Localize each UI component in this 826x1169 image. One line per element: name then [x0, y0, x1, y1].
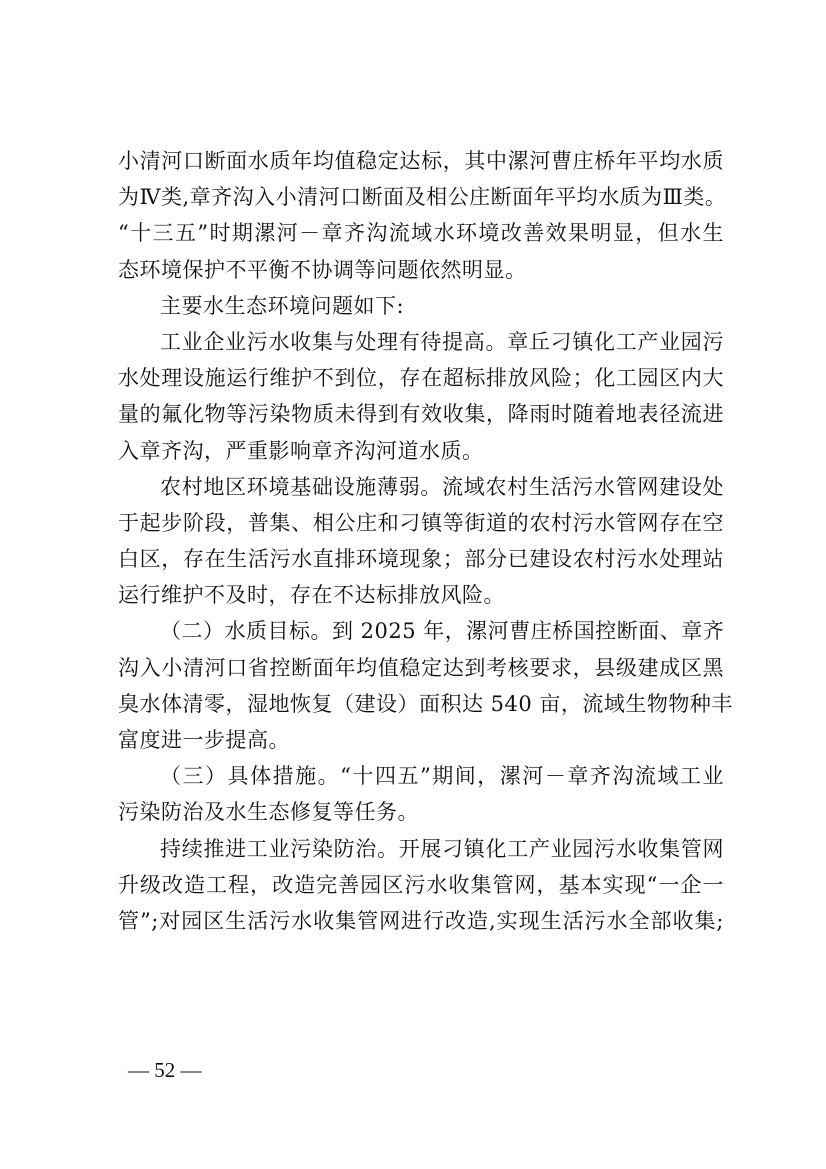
text-line: 为Ⅳ类,章齐沟入小清河口断面及相公庄断面年平均水质为Ⅲ类。 [118, 185, 727, 210]
text-line: 入章齐沟，严重影响章齐沟河道水质。 [118, 438, 484, 463]
paragraph-first-line: 持续推进工业污染防治。开展刁镇化工产业园污水收集管网 [160, 836, 724, 861]
text-line: 管”;对园区生活污水收集管网进行改造,实现生活污水全部收集; [118, 908, 724, 933]
text-line: 运行维护不及时，存在不达标排放风险。 [118, 583, 505, 608]
text-line: 升级改造工程，改造完善园区污水收集管网，基本实现“一企一 [118, 872, 724, 897]
paragraph-first-line: 工业企业污水收集与处理有待提高。章丘刁镇化工产业园污 [160, 329, 724, 354]
text-line: 富度进一步提高。 [118, 728, 290, 752]
text-line: 污染防治及水生态修复等任务。 [118, 800, 419, 825]
document-body [118, 143, 733, 939]
section-heading-line: （三）具体措施。“十四五”期间，漯河－章齐沟流域工业 [160, 764, 724, 789]
text-line: 水处理设施运行维护不到位，存在超标排放风险；化工园区内大 [118, 366, 724, 391]
section-heading-line: （二）水质目标。到 2025 年，漯河曹庄桥国控断面、章齐 [160, 619, 725, 644]
text-line: 量的氟化物等污染物质未得到有效收集，降雨时随着地表径流进 [118, 402, 724, 427]
text-line: 臭水体清零，湿地恢复（建设）面积达 540 亩，流域生物物种丰 [118, 691, 733, 716]
text-line: 于起步阶段，普集、相公庄和刁镇等街道的农村污水管网存在空 [118, 510, 724, 535]
section-intro-line: 主要水生态环境问题如下: [160, 293, 405, 318]
text-line: 小清河口断面水质年均值稳定达标，其中漯河曹庄桥年平均水质 [118, 149, 724, 173]
paragraph-first-line: 农村地区环境基础设施薄弱。流域农村生活污水管网建设处 [160, 474, 724, 499]
text-line: “十三五”时期漯河－章齐沟流域水环境改善效果明显，但水生 [118, 221, 724, 246]
text-line: 沟入小清河口省控断面年均值稳定达到考核要求，县级建成区黑 [118, 655, 724, 680]
page-number: — 52 — [128, 1058, 202, 1082]
text-line: 态环境保护不平衡不协调等问题依然明显。 [118, 257, 527, 282]
text-line: 白区，存在生活污水直排环境现象；部分已建设农村污水处理站 [118, 547, 724, 572]
